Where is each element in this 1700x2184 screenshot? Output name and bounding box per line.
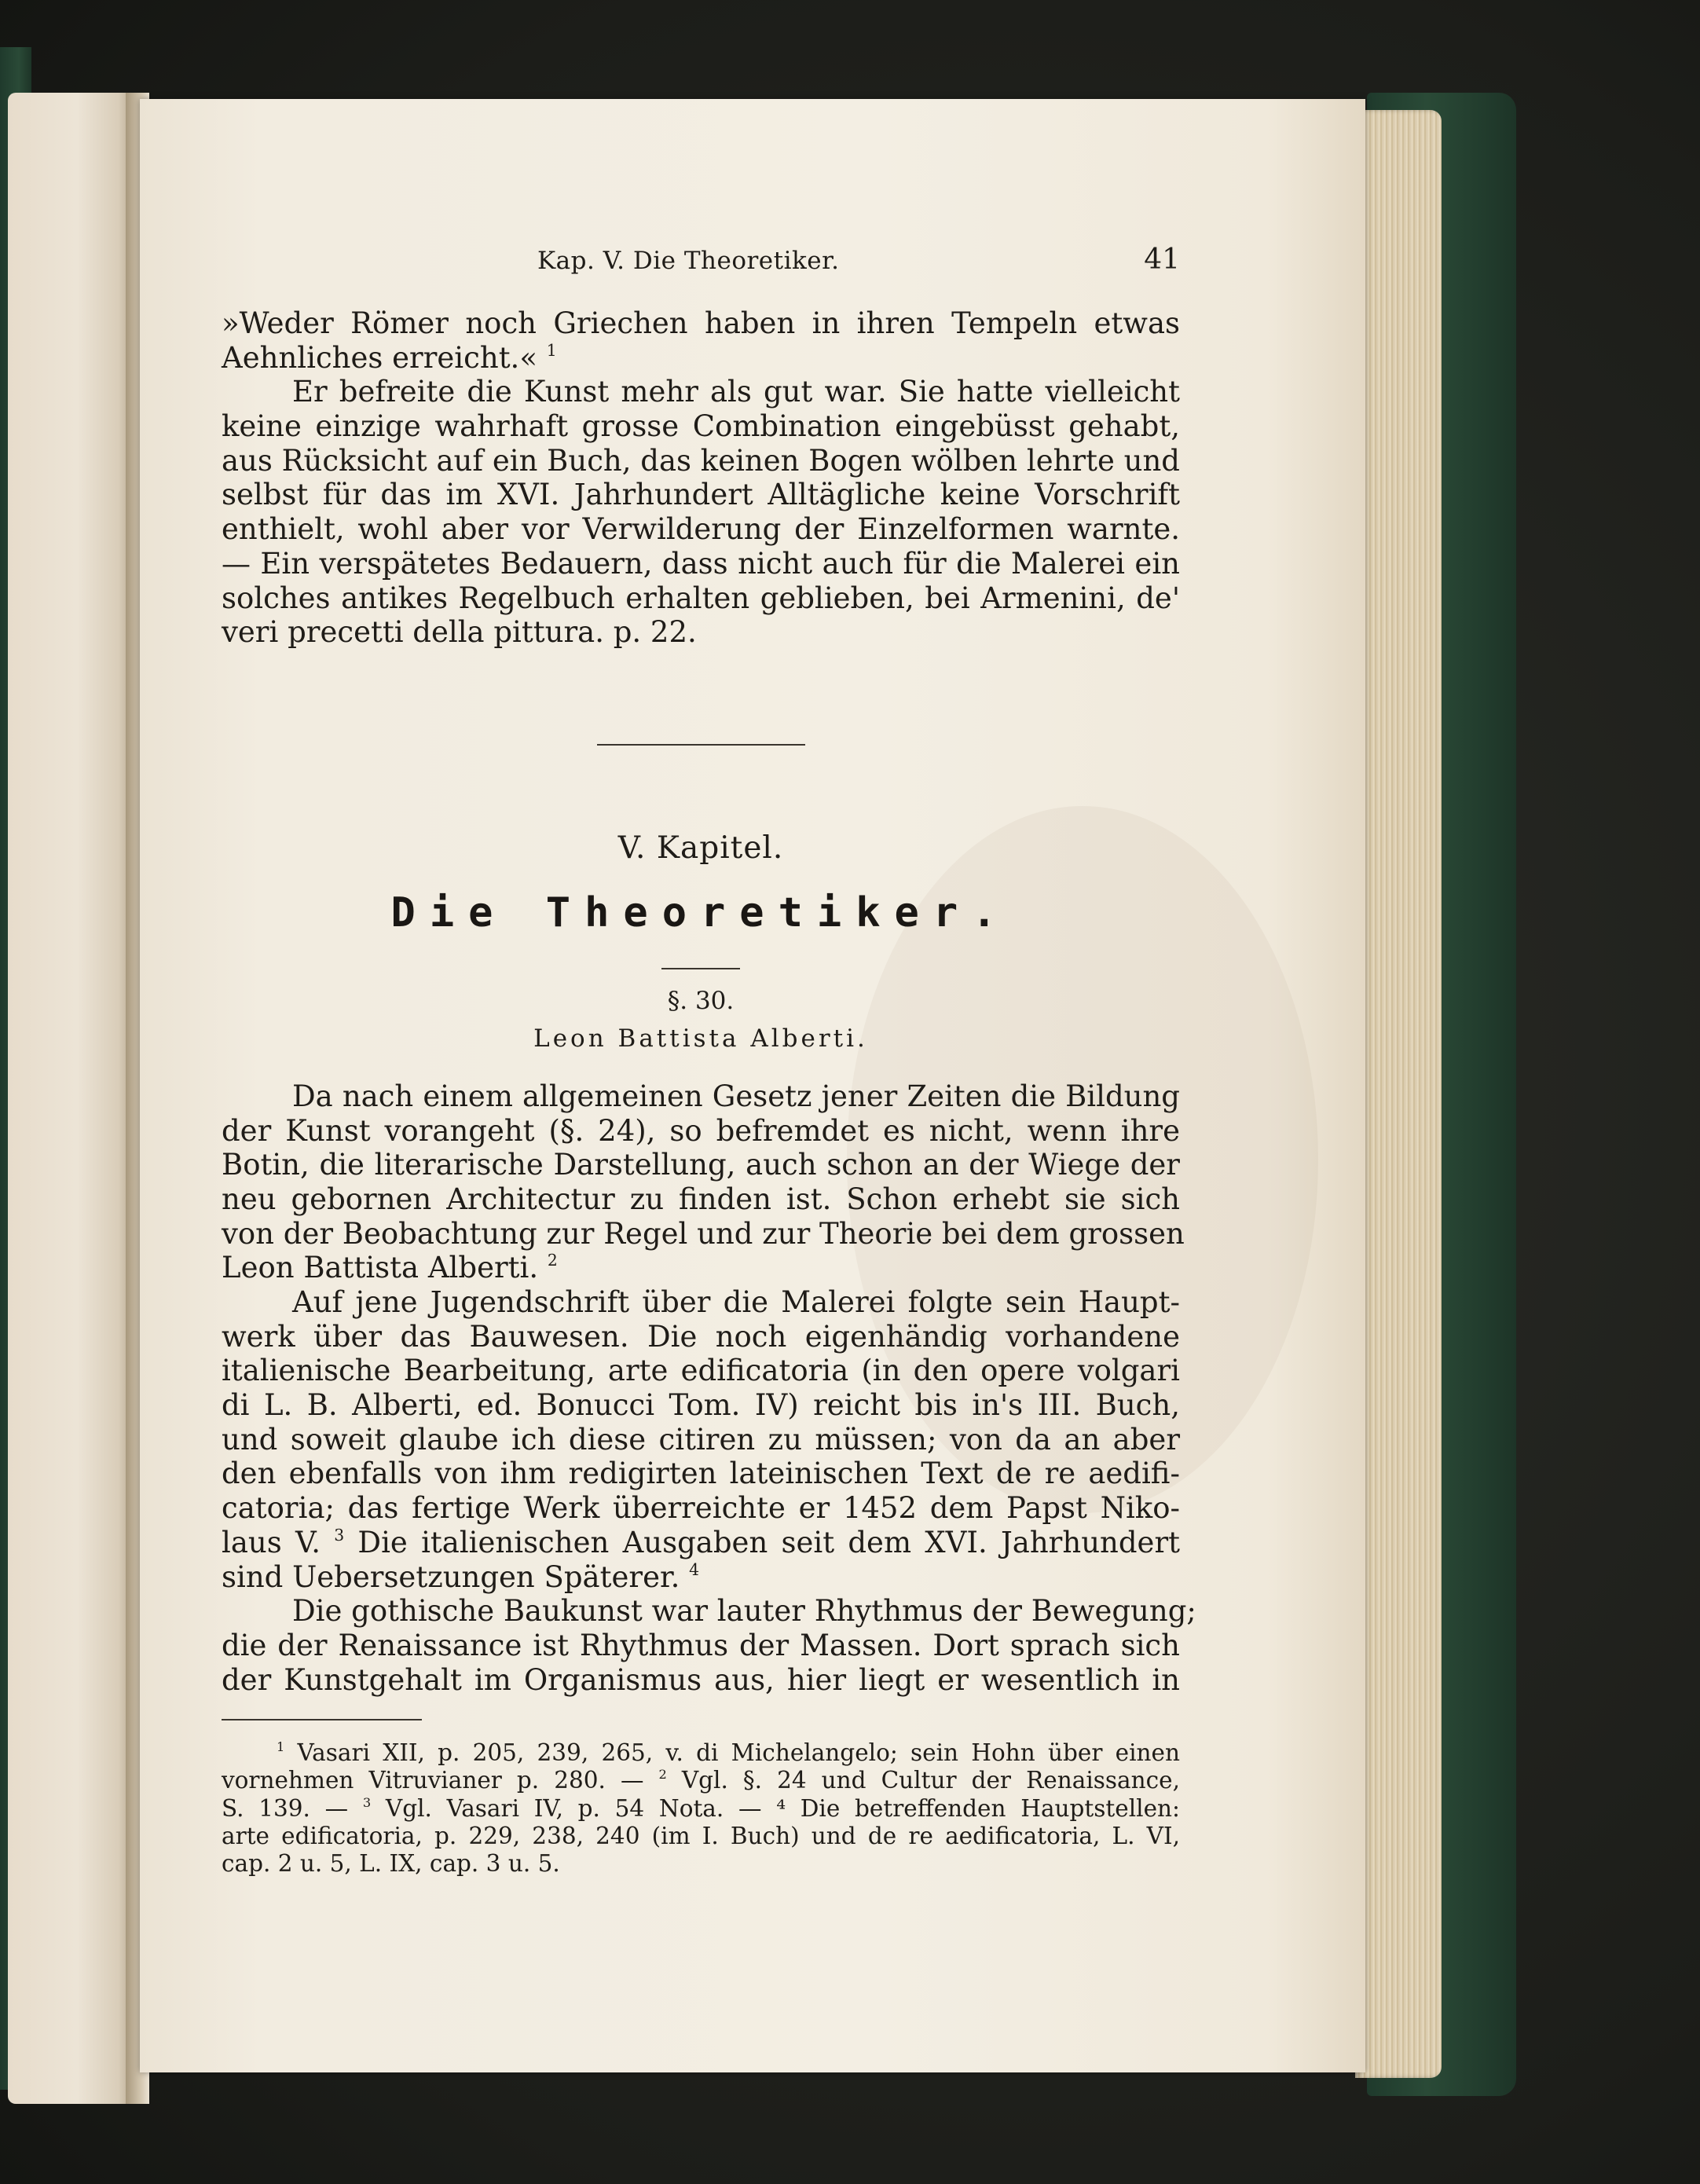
footnote-line: $^1$ Vasari XII, p. 205, 239, 265, v. di Michelangelo; sein Hohn über einen [277, 1739, 1180, 1767]
text-line: Aehnliches erreicht.« $^1$ [222, 340, 557, 375]
chapter-title: Die Theoretiker. [390, 889, 1011, 936]
footnote-ref: 2 [547, 1251, 558, 1270]
text-line: Leon Battista Alberti. $^2$ [222, 1251, 558, 1285]
text-line: catoria; das fertige Werk überreichte er 1452 dem Papst Niko- [222, 1491, 1180, 1526]
text-line: der Kunst vorangeht (§. 24), so befremdet es nicht, wenn ihre [222, 1113, 1180, 1148]
footnote-rule [222, 1719, 422, 1720]
footnote-ref: 3 [334, 1525, 345, 1545]
text-line: Er befreite die Kunst mehr als gut war. Sie hatte vielleicht [292, 375, 1180, 409]
chapter-rule [661, 968, 740, 969]
text-line: Da nach einem allgemeinen Gesetz jener Zeiten die Bildung [292, 1079, 1180, 1113]
text-line: den ebenfalls von ihm redigirten lateinischen Text de re aedifi- [222, 1457, 1180, 1491]
footnote-line: cap. 2 u. 5, L. IX, cap. 3 u. 5. [222, 1850, 560, 1877]
text-line: werk über das Bauwesen. Die noch eigenhändig vorhandene [222, 1319, 1180, 1354]
text-line: solches antikes Regelbuch erhalten geblieben, bei Armenini, de' [222, 581, 1180, 615]
running-head-title: Kap. V. Die Theoretiker. [537, 247, 840, 275]
text-line: — Ein verspätetes Bedauern, dass nicht auch für die Malerei ein [222, 546, 1180, 581]
footnote-line: arte edificatoria, p. 229, 238, 240 (im I. Buch) und de re aedificatoria, L. VI, [222, 1822, 1180, 1849]
footnote-line: S. 139. — $^3$ Vgl. Vasari IV, p. 54 Nota. — ⁴ Die betreffenden Hauptstellen: [222, 1794, 1180, 1822]
footnote-ref: 4 [689, 1559, 700, 1579]
paragraph-top [222, 306, 1180, 650]
text-line: Auf jene Jugendschrift über die Malerei folgte sein Haupt- [292, 1285, 1180, 1319]
book-page [140, 99, 1365, 2072]
text-line: veri precetti della pittura. p. 22. [222, 615, 697, 650]
text-line: aus Rücksicht auf ein Buch, das keinen Bogen wölben lehrte und [222, 443, 1180, 478]
text-line: italienische Bearbeitung, arte edificatoria (in den opere volgari [222, 1354, 1180, 1388]
text-line: »Weder Römer noch Griechen haben in ihren Tempeln etwas [222, 306, 1180, 340]
text-line: laus V. $^3$ Die italienischen Ausgaben seit dem XVI. Jahrhundert [222, 1525, 1180, 1559]
text-line: neu gebornen Architectur zu finden ist. Schon erhebt sie sich [222, 1182, 1180, 1216]
chapter-number: V. Kapitel. [617, 830, 784, 866]
paragraph-body [222, 1079, 1196, 1697]
text-line: di L. B. Alberti, ed. Bonucci Tom. IV) reicht bis in's III. Buch, [222, 1388, 1180, 1423]
text-line: die der Renaissance ist Rhythmus der Massen. Dort sprach sich [222, 1628, 1180, 1662]
text-line: keine einzige wahrhaft grosse Combination eingebüsst gehabt, [222, 409, 1180, 444]
text-line: und soweit glaube ich diese citiren zu müssen; von da an aber [222, 1422, 1180, 1457]
section-title: Leon Battista Alberti. [533, 1024, 868, 1053]
footnotes [222, 1739, 1180, 1878]
page-edges [1355, 110, 1442, 2078]
text-line: der Kunstgehalt im Organismus aus, hier liegt er wesentlich in [222, 1662, 1180, 1697]
left-page [8, 93, 134, 2104]
page-number: 41 [1144, 244, 1180, 276]
page-text [222, 240, 1196, 1878]
section-number: §. 30. [667, 986, 735, 1015]
text-line: sind Uebersetzungen Späterer. $^4$ [222, 1559, 700, 1594]
text-line: selbst für das im XVI. Jahrhundert Alltägliche keine Vorschrift [222, 478, 1180, 512]
text-line: Botin, die literarische Darstellung, auch schon an der Wiege der [222, 1148, 1180, 1182]
text-line: von der Beobachtung zur Regel und zur Theorie bei dem grossen [222, 1216, 1185, 1251]
text-line: Die gothische Baukunst war lauter Rhythmus der Bewegung; [292, 1594, 1196, 1629]
section-divider [597, 744, 805, 746]
running-head [222, 240, 1180, 288]
footnote-line: vornehmen Vitruvianer p. 280. — $^2$ Vgl. §. 24 und Cultur der Renaissance, [222, 1767, 1180, 1794]
text-line: enthielt, wohl aber vor Verwilderung der Einzelformen warnte. [222, 512, 1180, 547]
footnote-ref: 1 [546, 340, 557, 360]
